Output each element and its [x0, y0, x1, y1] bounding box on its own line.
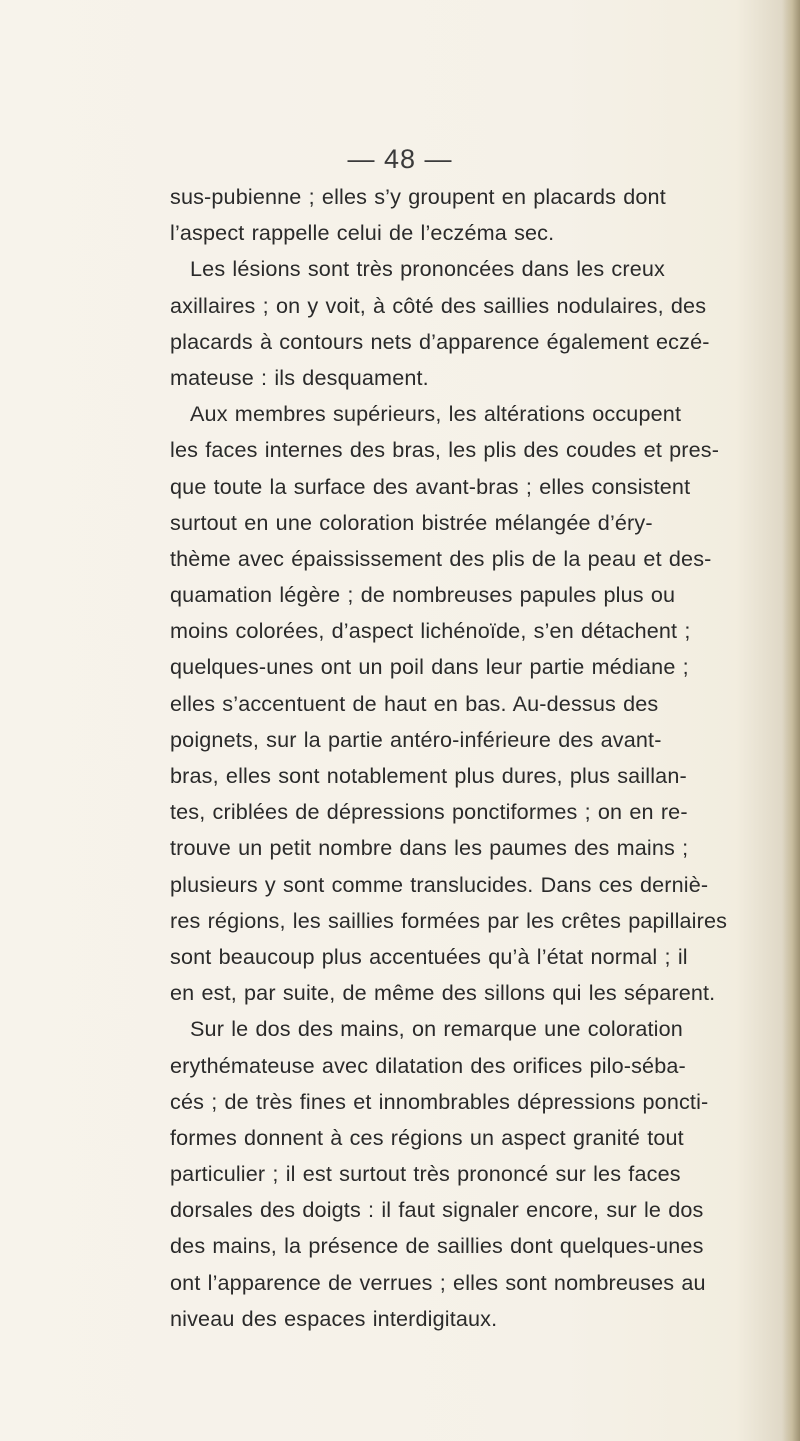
- text-line: plusieurs y sont comme translucides. Dans ces derniè-: [170, 871, 709, 897]
- text-line: dorsales des doigts : il faut signaler encore, sur le dos: [170, 1197, 704, 1223]
- text-line: sont beaucoup plus accentuées qu’à l’état normal ; il: [170, 943, 688, 969]
- page-number: — 48 —: [347, 144, 453, 174]
- text-line: bras, elles sont notablement plus dures, plus saillan-: [170, 763, 687, 788]
- text-line: formes donnent à ces régions un aspect granité tout: [170, 1124, 684, 1150]
- text-line: sus-pubienne ; elles s’y groupent en placards dont: [170, 184, 666, 209]
- text-line: mateuse : ils desquament.: [170, 364, 429, 390]
- text-line: Les lésions sont très prononcées dans les creux: [190, 256, 665, 282]
- text-line: trouve un petit nombre dans les paumes des mains ;: [170, 835, 689, 861]
- text-line: des mains, la présence de saillies dont quelques-unes: [170, 1233, 704, 1259]
- text-line: elles s’accentuent de haut en bas. Au-dessus des: [170, 690, 659, 716]
- page-edge-shadow: [782, 0, 800, 1441]
- text-line: particulier ; il est surtout très prononcé sur les faces: [170, 1161, 681, 1187]
- text-line: quelques-unes ont un poil dans leur partie médiane ;: [170, 654, 689, 680]
- text-line: Sur le dos des mains, on remarque une coloration: [190, 1016, 683, 1042]
- text-line: placards à contours nets d’apparence également eczé-: [170, 328, 710, 354]
- text-line: les faces internes des bras, les plis des coudes et pres-: [170, 437, 720, 463]
- text-line: surtout en une coloration bistrée mélangée d’éry-: [170, 509, 653, 535]
- text-line: axillaires ; on y voit, à côté des saillies nodulaires, des: [170, 292, 707, 318]
- text-line: ont l’apparence de verrues ; elles sont nombreuses au: [170, 1269, 706, 1295]
- text-line: tes, criblées de dépressions ponctiformes ; on en re-: [170, 799, 688, 825]
- text-line: Aux membres supérieurs, les altérations occupent: [190, 401, 682, 427]
- text-line: que toute la surface des avant-bras ; elles consistent: [170, 473, 691, 499]
- body-text: [170, 179, 782, 1337]
- text-line: quamation légère ; de nombreuses papules plus ou: [170, 582, 676, 608]
- text-line: erythémateuse avec dilatation des orifices pilo-séba-: [170, 1052, 686, 1078]
- text-line: l’aspect rappelle celui de l’eczéma sec.: [170, 220, 555, 246]
- text-line: thème avec épaississement des plis de la peau et des-: [170, 545, 712, 571]
- text-line: moins colorées, d’aspect lichénoïde, s’en détachent ;: [170, 618, 691, 644]
- text-line: poignets, sur la partie antéro-inférieure des avant-: [170, 726, 662, 752]
- text-line: en est, par suite, de même des sillons qui les séparent.: [170, 980, 716, 1006]
- text-line: niveau des espaces interdigitaux.: [170, 1305, 498, 1331]
- text-line: res régions, les saillies formées par les crêtes papillaires: [170, 907, 728, 933]
- text-line: cés ; de très fines et innombrables dépressions poncti-: [170, 1088, 709, 1114]
